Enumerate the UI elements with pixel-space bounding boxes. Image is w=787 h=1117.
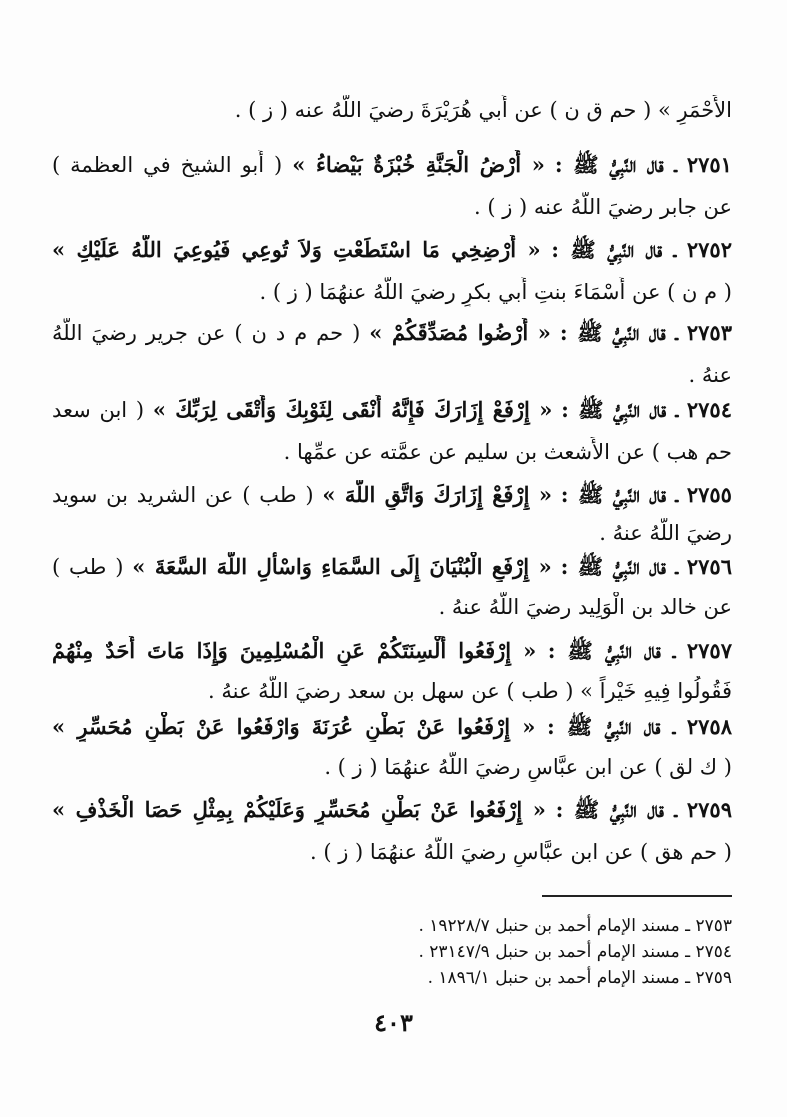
hadith-speaker: ـ قال النَّبِيُّ ﷺ :: [554, 152, 677, 177]
hadith-entry-2754: [52, 395, 732, 425]
hadith-text: « إِرْفَعُوا عَنْ بَطْنِ مُحَسِّرٍ وَعَلَيْكُمْ بِمِثْلِ حَصَا الْخَذْفِ »: [52, 797, 546, 822]
page-number: ٤٠٣: [374, 1008, 413, 1037]
footnote: ٢٧٥٤ ـ مسند الإمام أحمد بن حنبل ٢٣١٤٧/٩ .: [418, 942, 732, 962]
hadith-number: ٢٧٥٧: [686, 638, 732, 663]
line-text: عنهُ .: [688, 363, 732, 387]
hadith-speaker: ـ قال النَّبِيُّ ﷺ :: [555, 797, 678, 822]
line-text: فَقُولُوا فِيهِ خَيْراً » ( طب ) عن سهل بن سعد رضيَ اللَّهُ عنهُ .: [208, 679, 732, 703]
hadith-speaker: ـ قال النَّبِيُّ ﷺ :: [561, 397, 679, 422]
hadith-number: ٢٧٥٩: [686, 797, 732, 822]
text-line: [52, 360, 732, 390]
line-text: ( م ن ) عن أَسْمَاءَ بنتِ أَبي بكرٍ رضيَ اللَّهُ عنهُمَا ( ز ) .: [259, 280, 732, 304]
hadith-text: « إِرْفَعُوا عَنْ بَطْنِ عُرَنَةَ وَارْفَعُوا عَنْ بَطْنِ مُحَسِّرٍ »: [52, 714, 536, 739]
hadith-source: ( ابن سعد: [52, 398, 145, 422]
hadith-text: « أَرْضِخِي مَا اسْتَطَعْتِ وَلاَ تُوعِي فَيُوعِيَ اللَّهُ عَلَيْكِ »: [52, 237, 541, 262]
line-text: عن جابر رضيَ اللَّهُ عنه ( ز ) .: [474, 195, 732, 219]
hadith-entry-2759: [52, 795, 732, 825]
line-text: الأَحْمَرِ » ( حم ق ن ) عن أَبي هُرَيْرَةَ رضيَ اللَّهُ عنه ( ز ) .: [234, 98, 732, 122]
hadith-entry-2752: [52, 235, 732, 265]
hadith-text: « أَرْضُ الْجَنَّةِ خُبْزَةٌ بَيْضاءُ »: [292, 152, 545, 177]
hadith-entry-2757: [52, 636, 732, 666]
hadith-speaker: ـ قال النَّبِيُّ ﷺ :: [560, 554, 679, 579]
hadith-number: ٢٧٥٤: [686, 397, 732, 422]
hadith-speaker: ـ قال النَّبِيُّ ﷺ :: [559, 320, 678, 345]
text-line: [52, 592, 732, 622]
footnote: ٢٧٥٩ ـ مسند الإمام أحمد بن حنبل ١٨٩٦/١ .: [427, 968, 732, 988]
hadith-number: ٢٧٥٢: [686, 237, 732, 262]
hadith-text: « أَرْضُوا مُصَدِّقَكُمْ »: [369, 320, 551, 345]
text-line: [52, 437, 732, 467]
footnote-divider: [542, 895, 732, 897]
hadith-source: ( طب ): [52, 555, 124, 579]
text-line: [52, 752, 732, 782]
hadith-speaker: ـ قال النَّبِيُّ ﷺ :: [560, 482, 679, 507]
hadith-number: ٢٧٥٦: [686, 554, 732, 579]
text-line: [52, 192, 732, 222]
hadith-entry-2751: [52, 150, 732, 180]
line-text: ( ك لق ) عن ابن عبَّاسٍ رضيَ اللَّهُ عنهُمَا ( ز ) .: [324, 755, 732, 779]
line-text: ( حم هق ) عن ابن عبَّاسٍ رضيَ اللَّهُ عنهُمَا ( ز ) .: [310, 840, 732, 864]
text-line: [52, 277, 732, 307]
line-text: عن خالد بن الْوَلِيد رضيَ اللَّهُ عنهُ .: [438, 595, 732, 619]
hadith-number: ٢٧٥٨: [686, 714, 732, 739]
hadith-speaker: ـ قال النَّبِيُّ ﷺ :: [547, 638, 676, 663]
hadith-source: ( حم م د ن ) عن جرير رضيَ اللَّهُ: [52, 321, 361, 345]
hadith-entry-2755: [52, 480, 732, 510]
text-line-continuation: [52, 95, 732, 125]
text-line: [52, 837, 732, 867]
hadith-number: ٢٧٥٥: [686, 482, 732, 507]
hadith-entry-2756: [52, 552, 732, 582]
hadith-speaker: ـ قال النَّبِيُّ ﷺ :: [546, 714, 676, 739]
hadith-text: « إِرْفَعِ الْبُنْيَانَ إِلَى السَّمَاءِ وَاسْأَلِ اللَّهَ السَّعَةَ »: [132, 554, 552, 579]
hadith-number: ٢٧٥١: [686, 152, 732, 177]
line-text: رضيَ اللَّهُ عنهُ .: [599, 521, 732, 545]
hadith-entry-2758: [52, 712, 732, 742]
footnote: ٢٧٥٣ ـ مسند الإمام أحمد بن حنبل ١٩٢٢٨/٧ .: [418, 916, 732, 936]
hadith-entry-2753: [52, 318, 732, 348]
hadith-speaker: ـ قال النَّبِيُّ ﷺ :: [551, 237, 677, 262]
hadith-source: ( أَبو الشيخ في العظمة ): [52, 153, 283, 177]
line-text: حم هب ) عن الأَشعث بن سليم عن عمَّته عن عمِّها .: [283, 440, 732, 464]
hadith-text: « إِرْفَعُوا أَلْسِنَتَكُمْ عَنِ الْمُسْلِمِينَ وَإِذَا مَاتَ أَحَدٌ مِنْهُمْ: [52, 638, 537, 663]
hadith-source: ( طب ) عن الشريد بن سويد: [52, 483, 314, 507]
hadith-text: « إِرْفَعْ إِزَارَكَ فَإِنَّهُ أَنْقَى لِثَوْبِكَ وَأَتْقَى لِرَبِّكَ »: [152, 397, 553, 422]
hadith-text: « إِرْفَعْ إِزَارَكَ وَاتَّقِ اللَّهَ »: [322, 482, 552, 507]
text-line: [52, 518, 732, 548]
hadith-number: ٢٧٥٣: [686, 320, 732, 345]
text-line: [52, 676, 732, 706]
